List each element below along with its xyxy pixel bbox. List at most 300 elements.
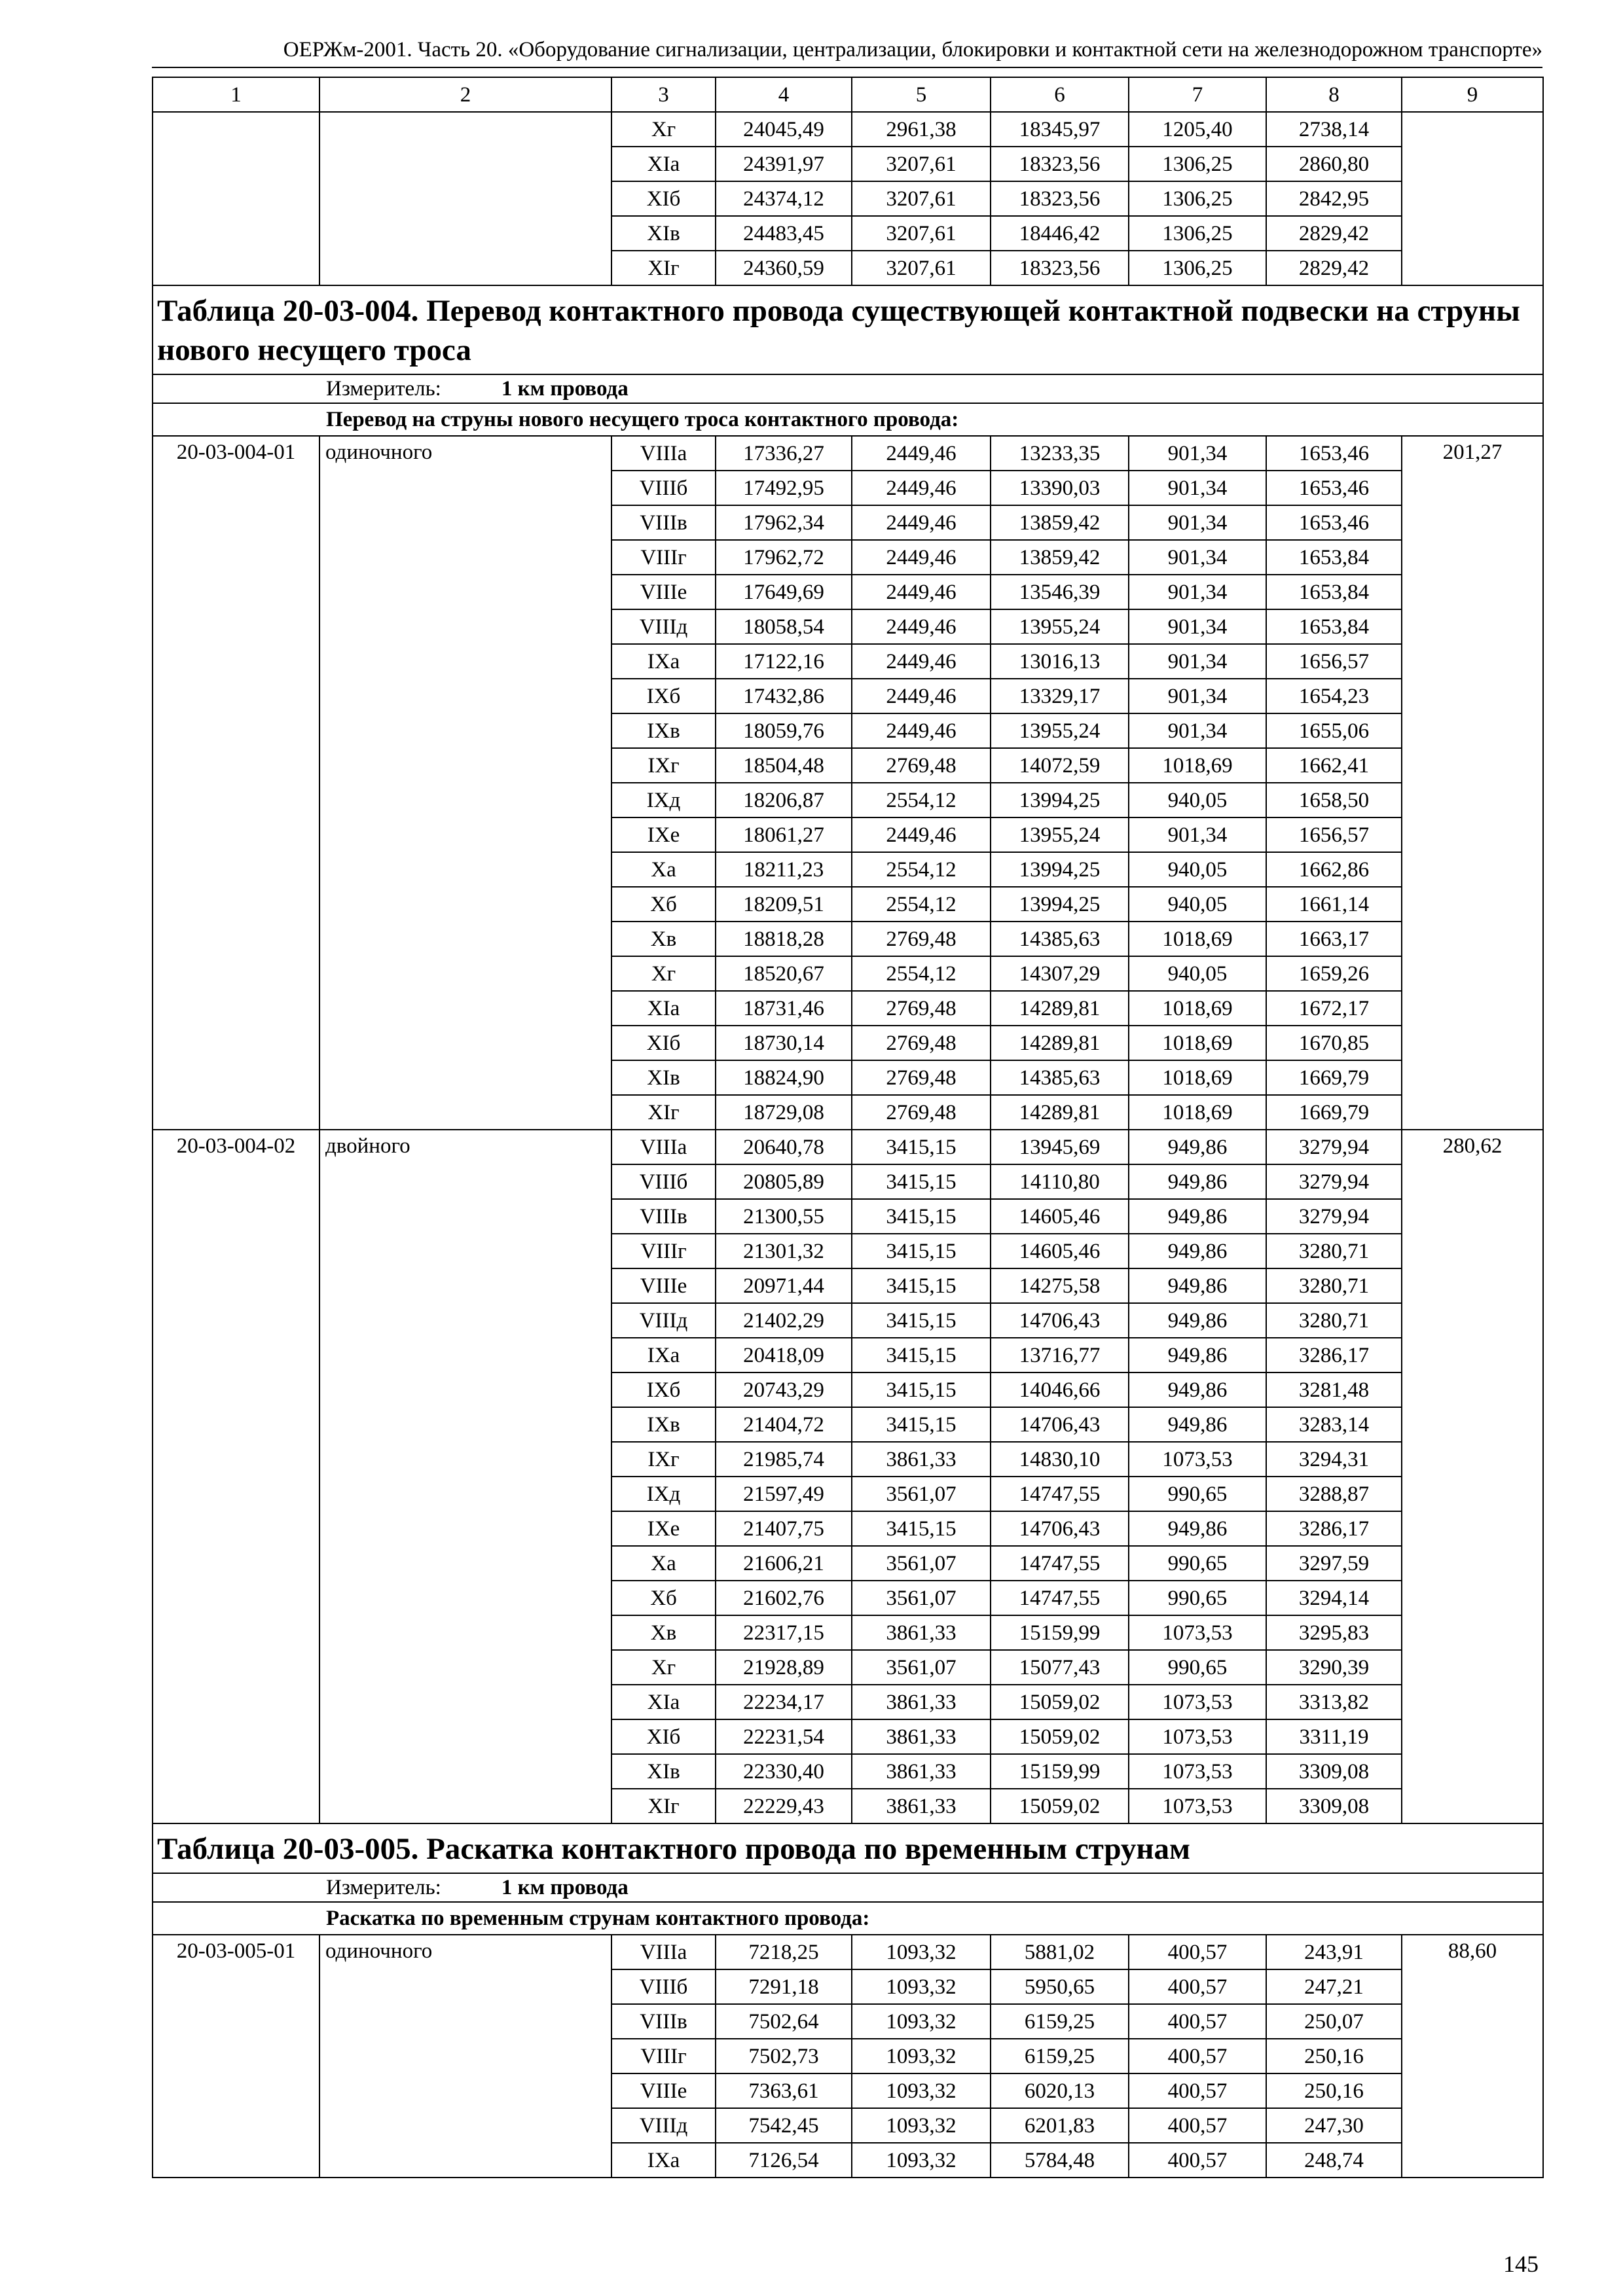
value-cell: 1073,53 bbox=[1129, 1442, 1266, 1477]
value-cell: 14385,63 bbox=[991, 1060, 1129, 1095]
value-cell: 20640,78 bbox=[716, 1130, 852, 1164]
value-cell: 17962,34 bbox=[716, 505, 852, 540]
value-cell: 901,34 bbox=[1129, 609, 1266, 644]
value-cell: 3283,14 bbox=[1266, 1407, 1402, 1442]
value-cell: 2554,12 bbox=[852, 852, 991, 887]
value-cell: 1018,69 bbox=[1129, 1095, 1266, 1130]
value-cell: 1669,79 bbox=[1266, 1060, 1402, 1095]
value-cell: 3861,33 bbox=[852, 1789, 991, 1823]
section-cell: XIг bbox=[611, 1789, 716, 1823]
value-cell: 400,57 bbox=[1129, 2073, 1266, 2108]
table-subheading: Раскатка по временным струнам контактного провода: bbox=[153, 1902, 1543, 1935]
value-cell: 14110,80 bbox=[991, 1164, 1129, 1199]
section-cell: Xа bbox=[611, 1546, 716, 1581]
value-cell: 2769,48 bbox=[852, 1060, 991, 1095]
value-cell: 14747,55 bbox=[991, 1477, 1129, 1511]
value-cell: 13955,24 bbox=[991, 713, 1129, 748]
section-cell: VIIIг bbox=[611, 1234, 716, 1268]
value-cell: 2554,12 bbox=[852, 887, 991, 922]
section-cell: IXа bbox=[611, 644, 716, 679]
value-cell: 1658,50 bbox=[1266, 783, 1402, 817]
subheading-row bbox=[153, 403, 1543, 436]
value-cell: 1073,53 bbox=[1129, 1719, 1266, 1754]
section-cell: Xб bbox=[611, 887, 716, 922]
value-cell: 940,05 bbox=[1129, 783, 1266, 817]
column-number: 6 bbox=[991, 77, 1129, 112]
section-cell: Xв bbox=[611, 922, 716, 956]
value-cell: 2961,38 bbox=[852, 112, 991, 147]
unit-line bbox=[153, 1873, 1543, 1902]
value-cell: 2829,42 bbox=[1266, 251, 1402, 285]
value-cell: 901,34 bbox=[1129, 713, 1266, 748]
value-cell: 1662,86 bbox=[1266, 852, 1402, 887]
value-cell: 248,74 bbox=[1266, 2143, 1402, 2178]
section-cell: VIIIе bbox=[611, 2073, 716, 2108]
section-cell: XIа bbox=[611, 147, 716, 181]
value-cell: 3207,61 bbox=[852, 181, 991, 216]
section-cell: XIб bbox=[611, 1026, 716, 1060]
value-cell: 14275,58 bbox=[991, 1268, 1129, 1303]
value-cell: 3280,71 bbox=[1266, 1303, 1402, 1338]
name-cell bbox=[319, 147, 611, 181]
value-cell: 2769,48 bbox=[852, 748, 991, 783]
value-cell: 13390,03 bbox=[991, 471, 1129, 505]
last-cell bbox=[1402, 251, 1543, 285]
section-cell: VIIIб bbox=[611, 471, 716, 505]
value-cell: 22231,54 bbox=[716, 1719, 852, 1754]
value-cell: 7218,25 bbox=[716, 1935, 852, 1969]
value-cell: 3415,15 bbox=[852, 1338, 991, 1372]
value-cell: 1653,84 bbox=[1266, 540, 1402, 575]
value-cell: 18206,87 bbox=[716, 783, 852, 817]
column-number: 5 bbox=[852, 77, 991, 112]
value-cell: 3281,48 bbox=[1266, 1372, 1402, 1407]
value-cell: 3861,33 bbox=[852, 1719, 991, 1754]
value-cell: 21606,21 bbox=[716, 1546, 852, 1581]
last-cell bbox=[1402, 112, 1543, 147]
section-cell: IXв bbox=[611, 1407, 716, 1442]
value-cell: 250,07 bbox=[1266, 2004, 1402, 2039]
value-cell: 1073,53 bbox=[1129, 1685, 1266, 1719]
value-cell: 3415,15 bbox=[852, 1234, 991, 1268]
value-cell: 3415,15 bbox=[852, 1130, 991, 1164]
value-cell: 13994,25 bbox=[991, 783, 1129, 817]
value-cell: 2449,46 bbox=[852, 679, 991, 713]
value-cell: 3309,08 bbox=[1266, 1789, 1402, 1823]
rate-value: 88,60 bbox=[1402, 1935, 1543, 2178]
value-cell: 14046,66 bbox=[991, 1372, 1129, 1407]
section-cell: Xг bbox=[611, 112, 716, 147]
value-cell: 2449,46 bbox=[852, 471, 991, 505]
value-cell: 1093,32 bbox=[852, 1935, 991, 1969]
value-cell: 2769,48 bbox=[852, 922, 991, 956]
value-cell: 901,34 bbox=[1129, 679, 1266, 713]
value-cell: 13716,77 bbox=[991, 1338, 1129, 1372]
table-title-row bbox=[153, 1823, 1543, 1873]
section-cell: XIб bbox=[611, 1719, 716, 1754]
value-cell: 990,65 bbox=[1129, 1650, 1266, 1685]
value-cell: 21300,55 bbox=[716, 1199, 852, 1234]
value-cell: 949,86 bbox=[1129, 1511, 1266, 1546]
column-number: 4 bbox=[716, 77, 852, 112]
subheading-row bbox=[153, 1902, 1543, 1935]
value-cell: 949,86 bbox=[1129, 1130, 1266, 1164]
value-cell: 18058,54 bbox=[716, 609, 852, 644]
table-row bbox=[153, 181, 1543, 216]
value-cell: 3861,33 bbox=[852, 1615, 991, 1650]
value-cell: 1653,46 bbox=[1266, 471, 1402, 505]
table-subheading: Перевод на струны нового несущего троса контактного провода: bbox=[153, 403, 1543, 436]
value-cell: 15077,43 bbox=[991, 1650, 1129, 1685]
value-cell: 1653,46 bbox=[1266, 436, 1402, 471]
value-cell: 14706,43 bbox=[991, 1303, 1129, 1338]
section-cell: VIIIв bbox=[611, 1199, 716, 1234]
value-cell: 21407,75 bbox=[716, 1511, 852, 1546]
value-cell: 22330,40 bbox=[716, 1754, 852, 1789]
value-cell: 7502,73 bbox=[716, 2039, 852, 2073]
value-cell: 15059,02 bbox=[991, 1719, 1129, 1754]
value-cell: 14747,55 bbox=[991, 1581, 1129, 1615]
value-cell: 250,16 bbox=[1266, 2073, 1402, 2108]
value-cell: 14706,43 bbox=[991, 1511, 1129, 1546]
section-cell: XIа bbox=[611, 1685, 716, 1719]
last-cell bbox=[1402, 181, 1543, 216]
value-cell: 1672,17 bbox=[1266, 991, 1402, 1026]
table-row bbox=[153, 436, 1543, 471]
value-cell: 2769,48 bbox=[852, 1095, 991, 1130]
section-cell: IXг bbox=[611, 1442, 716, 1477]
value-cell: 3561,07 bbox=[852, 1546, 991, 1581]
value-cell: 1093,32 bbox=[852, 1969, 991, 2004]
value-cell: 1073,53 bbox=[1129, 1615, 1266, 1650]
unit-row bbox=[153, 374, 1543, 403]
value-cell: 3561,07 bbox=[852, 1650, 991, 1685]
value-cell: 13994,25 bbox=[991, 887, 1129, 922]
section-cell: Xа bbox=[611, 852, 716, 887]
value-cell: 14605,46 bbox=[991, 1199, 1129, 1234]
estimate-table bbox=[152, 77, 1544, 2178]
value-cell: 3415,15 bbox=[852, 1268, 991, 1303]
section-cell: IXв bbox=[611, 713, 716, 748]
table-row bbox=[153, 112, 1543, 147]
value-cell: 1662,41 bbox=[1266, 748, 1402, 783]
section-cell: XIв bbox=[611, 1754, 716, 1789]
table-row bbox=[153, 216, 1543, 251]
rate-code: 20-03-005-01 bbox=[153, 1935, 319, 2178]
value-cell: 3207,61 bbox=[852, 147, 991, 181]
value-cell: 2449,46 bbox=[852, 505, 991, 540]
value-cell: 5950,65 bbox=[991, 1969, 1129, 2004]
value-cell: 3288,87 bbox=[1266, 1477, 1402, 1511]
value-cell: 3415,15 bbox=[852, 1511, 991, 1546]
value-cell: 21602,76 bbox=[716, 1581, 852, 1615]
value-cell: 17649,69 bbox=[716, 575, 852, 609]
value-cell: 7126,54 bbox=[716, 2143, 852, 2178]
value-cell: 21402,29 bbox=[716, 1303, 852, 1338]
column-number-row bbox=[153, 77, 1543, 112]
name-cell bbox=[319, 251, 611, 285]
value-cell: 18323,56 bbox=[991, 147, 1129, 181]
value-cell: 949,86 bbox=[1129, 1338, 1266, 1372]
value-cell: 17336,27 bbox=[716, 436, 852, 471]
value-cell: 949,86 bbox=[1129, 1164, 1266, 1199]
value-cell: 400,57 bbox=[1129, 1935, 1266, 1969]
value-cell: 1093,32 bbox=[852, 2004, 991, 2039]
unit-label: Измеритель: bbox=[326, 1876, 441, 1899]
unit-value: 1 км провода bbox=[501, 377, 629, 401]
value-cell: 3286,17 bbox=[1266, 1338, 1402, 1372]
value-cell: 3415,15 bbox=[852, 1407, 991, 1442]
table-row bbox=[153, 251, 1543, 285]
header-rule bbox=[152, 67, 1542, 68]
value-cell: 1663,17 bbox=[1266, 922, 1402, 956]
value-cell: 18323,56 bbox=[991, 251, 1129, 285]
value-cell: 21985,74 bbox=[716, 1442, 852, 1477]
section-cell: VIIIа bbox=[611, 436, 716, 471]
value-cell: 1073,53 bbox=[1129, 1754, 1266, 1789]
value-cell: 22317,15 bbox=[716, 1615, 852, 1650]
name-cell bbox=[319, 112, 611, 147]
section-cell: VIIIв bbox=[611, 2004, 716, 2039]
value-cell: 3309,08 bbox=[1266, 1754, 1402, 1789]
value-cell: 15159,99 bbox=[991, 1754, 1129, 1789]
value-cell: 24374,12 bbox=[716, 181, 852, 216]
section-cell: XIа bbox=[611, 991, 716, 1026]
value-cell: 1093,32 bbox=[852, 2039, 991, 2073]
value-cell: 22229,43 bbox=[716, 1789, 852, 1823]
column-number: 2 bbox=[319, 77, 611, 112]
value-cell: 3279,94 bbox=[1266, 1199, 1402, 1234]
value-cell: 3279,94 bbox=[1266, 1130, 1402, 1164]
value-cell: 250,16 bbox=[1266, 2039, 1402, 2073]
unit-value: 1 км провода bbox=[501, 1876, 629, 1899]
value-cell: 14289,81 bbox=[991, 991, 1129, 1026]
value-cell: 24360,59 bbox=[716, 251, 852, 285]
value-cell: 1655,06 bbox=[1266, 713, 1402, 748]
section-cell: VIIIд bbox=[611, 1303, 716, 1338]
section-cell: IXд bbox=[611, 783, 716, 817]
value-cell: 400,57 bbox=[1129, 2004, 1266, 2039]
value-cell: 1093,32 bbox=[852, 2143, 991, 2178]
value-cell: 13859,42 bbox=[991, 540, 1129, 575]
value-cell: 21404,72 bbox=[716, 1407, 852, 1442]
rate-value: 201,27 bbox=[1402, 436, 1543, 1130]
section-cell: IXб bbox=[611, 1372, 716, 1407]
value-cell: 5881,02 bbox=[991, 1935, 1129, 1969]
value-cell: 18504,48 bbox=[716, 748, 852, 783]
value-cell: 3207,61 bbox=[852, 251, 991, 285]
section-cell: IXд bbox=[611, 1477, 716, 1511]
value-cell: 949,86 bbox=[1129, 1372, 1266, 1407]
value-cell: 13546,39 bbox=[991, 575, 1129, 609]
section-cell: VIIIб bbox=[611, 1164, 716, 1199]
value-cell: 17962,72 bbox=[716, 540, 852, 575]
value-cell: 3561,07 bbox=[852, 1581, 991, 1615]
name-cell bbox=[319, 181, 611, 216]
value-cell: 243,91 bbox=[1266, 1935, 1402, 1969]
value-cell: 2829,42 bbox=[1266, 216, 1402, 251]
value-cell: 3861,33 bbox=[852, 1442, 991, 1477]
section-cell: VIIIа bbox=[611, 1130, 716, 1164]
value-cell: 2769,48 bbox=[852, 1026, 991, 1060]
value-cell: 1073,53 bbox=[1129, 1789, 1266, 1823]
section-cell: VIIIв bbox=[611, 505, 716, 540]
value-cell: 13955,24 bbox=[991, 817, 1129, 852]
value-cell: 14706,43 bbox=[991, 1407, 1129, 1442]
value-cell: 18209,51 bbox=[716, 887, 852, 922]
value-cell: 15059,02 bbox=[991, 1789, 1129, 1823]
rate-name: двойного bbox=[319, 1130, 611, 1823]
value-cell: 1093,32 bbox=[852, 2108, 991, 2143]
value-cell: 400,57 bbox=[1129, 2039, 1266, 2073]
value-cell: 14307,29 bbox=[991, 956, 1129, 991]
value-cell: 7542,45 bbox=[716, 2108, 852, 2143]
value-cell: 990,65 bbox=[1129, 1581, 1266, 1615]
table-body bbox=[153, 77, 1543, 2178]
section-cell: IXе bbox=[611, 817, 716, 852]
value-cell: 1654,23 bbox=[1266, 679, 1402, 713]
value-cell: 901,34 bbox=[1129, 575, 1266, 609]
value-cell: 13994,25 bbox=[991, 852, 1129, 887]
value-cell: 1018,69 bbox=[1129, 1060, 1266, 1095]
code-cell bbox=[153, 216, 319, 251]
value-cell: 3295,83 bbox=[1266, 1615, 1402, 1650]
value-cell: 247,21 bbox=[1266, 1969, 1402, 2004]
value-cell: 21928,89 bbox=[716, 1650, 852, 1685]
section-cell: XIг bbox=[611, 1095, 716, 1130]
value-cell: 14289,81 bbox=[991, 1095, 1129, 1130]
value-cell: 1306,25 bbox=[1129, 181, 1266, 216]
value-cell: 13955,24 bbox=[991, 609, 1129, 644]
value-cell: 901,34 bbox=[1129, 540, 1266, 575]
value-cell: 3415,15 bbox=[852, 1199, 991, 1234]
value-cell: 18729,08 bbox=[716, 1095, 852, 1130]
value-cell: 901,34 bbox=[1129, 817, 1266, 852]
value-cell: 6020,13 bbox=[991, 2073, 1129, 2108]
section-cell: XIв bbox=[611, 216, 716, 251]
last-cell bbox=[1402, 147, 1543, 181]
value-cell: 3280,71 bbox=[1266, 1268, 1402, 1303]
section-cell: Xб bbox=[611, 1581, 716, 1615]
value-cell: 2860,80 bbox=[1266, 147, 1402, 181]
value-cell: 1205,40 bbox=[1129, 112, 1266, 147]
section-cell: IXа bbox=[611, 1338, 716, 1372]
section-cell: IXе bbox=[611, 1511, 716, 1546]
value-cell: 2449,46 bbox=[852, 609, 991, 644]
value-cell: 3415,15 bbox=[852, 1164, 991, 1199]
value-cell: 3294,31 bbox=[1266, 1442, 1402, 1477]
value-cell: 24045,49 bbox=[716, 112, 852, 147]
value-cell: 1018,69 bbox=[1129, 922, 1266, 956]
table-row bbox=[153, 1935, 1543, 1969]
value-cell: 18059,76 bbox=[716, 713, 852, 748]
page-number: 145 bbox=[1503, 2251, 1539, 2277]
value-cell: 20418,09 bbox=[716, 1338, 852, 1372]
code-cell bbox=[153, 112, 319, 147]
value-cell: 5784,48 bbox=[991, 2143, 1129, 2178]
value-cell: 1670,85 bbox=[1266, 1026, 1402, 1060]
value-cell: 990,65 bbox=[1129, 1546, 1266, 1581]
value-cell: 18323,56 bbox=[991, 181, 1129, 216]
value-cell: 2449,46 bbox=[852, 436, 991, 471]
value-cell: 6159,25 bbox=[991, 2039, 1129, 2073]
value-cell: 17432,86 bbox=[716, 679, 852, 713]
column-number: 8 bbox=[1266, 77, 1402, 112]
value-cell: 901,34 bbox=[1129, 644, 1266, 679]
table-title: Таблица 20-03-004. Перевод контактного провода существующей контактной подвески на струны нового несущего троса bbox=[153, 285, 1543, 374]
value-cell: 18730,14 bbox=[716, 1026, 852, 1060]
value-cell: 3279,94 bbox=[1266, 1164, 1402, 1199]
value-cell: 1653,46 bbox=[1266, 505, 1402, 540]
value-cell: 6159,25 bbox=[991, 2004, 1129, 2039]
value-cell: 2554,12 bbox=[852, 956, 991, 991]
value-cell: 18211,23 bbox=[716, 852, 852, 887]
section-cell: IXб bbox=[611, 679, 716, 713]
section-cell: XIг bbox=[611, 251, 716, 285]
value-cell: 21301,32 bbox=[716, 1234, 852, 1268]
section-cell: Xв bbox=[611, 1615, 716, 1650]
value-cell: 20805,89 bbox=[716, 1164, 852, 1199]
section-cell: VIIIа bbox=[611, 1935, 716, 1969]
value-cell: 940,05 bbox=[1129, 852, 1266, 887]
value-cell: 1018,69 bbox=[1129, 991, 1266, 1026]
value-cell: 3561,07 bbox=[852, 1477, 991, 1511]
table-row bbox=[153, 1130, 1543, 1164]
value-cell: 21597,49 bbox=[716, 1477, 852, 1511]
value-cell: 3290,39 bbox=[1266, 1650, 1402, 1685]
value-cell: 20743,29 bbox=[716, 1372, 852, 1407]
value-cell: 990,65 bbox=[1129, 1477, 1266, 1511]
code-cell bbox=[153, 181, 319, 216]
table-title-row bbox=[153, 285, 1543, 374]
value-cell: 3297,59 bbox=[1266, 1546, 1402, 1581]
value-cell: 1656,57 bbox=[1266, 817, 1402, 852]
value-cell: 7291,18 bbox=[716, 1969, 852, 2004]
value-cell: 1661,14 bbox=[1266, 887, 1402, 922]
value-cell: 940,05 bbox=[1129, 956, 1266, 991]
value-cell: 1018,69 bbox=[1129, 748, 1266, 783]
column-number: 9 bbox=[1402, 77, 1543, 112]
value-cell: 3861,33 bbox=[852, 1754, 991, 1789]
rate-code: 20-03-004-02 bbox=[153, 1130, 319, 1823]
section-cell: VIIIб bbox=[611, 1969, 716, 2004]
value-cell: 1018,69 bbox=[1129, 1026, 1266, 1060]
section-cell: VIIIг bbox=[611, 2039, 716, 2073]
last-cell bbox=[1402, 216, 1543, 251]
value-cell: 3294,14 bbox=[1266, 1581, 1402, 1615]
section-cell: VIIIе bbox=[611, 1268, 716, 1303]
value-cell: 14747,55 bbox=[991, 1546, 1129, 1581]
section-cell: VIIIд bbox=[611, 609, 716, 644]
value-cell: 1659,26 bbox=[1266, 956, 1402, 991]
section-cell: XIб bbox=[611, 181, 716, 216]
value-cell: 13233,35 bbox=[991, 436, 1129, 471]
value-cell: 400,57 bbox=[1129, 2108, 1266, 2143]
value-cell: 3207,61 bbox=[852, 216, 991, 251]
value-cell: 18731,46 bbox=[716, 991, 852, 1026]
value-cell: 1093,32 bbox=[852, 2073, 991, 2108]
value-cell: 2769,48 bbox=[852, 991, 991, 1026]
value-cell: 14289,81 bbox=[991, 1026, 1129, 1060]
value-cell: 247,30 bbox=[1266, 2108, 1402, 2143]
value-cell: 13859,42 bbox=[991, 505, 1129, 540]
value-cell: 2449,46 bbox=[852, 644, 991, 679]
rate-value: 280,62 bbox=[1402, 1130, 1543, 1823]
value-cell: 22234,17 bbox=[716, 1685, 852, 1719]
value-cell: 17122,16 bbox=[716, 644, 852, 679]
value-cell: 1669,79 bbox=[1266, 1095, 1402, 1130]
value-cell: 14385,63 bbox=[991, 922, 1129, 956]
